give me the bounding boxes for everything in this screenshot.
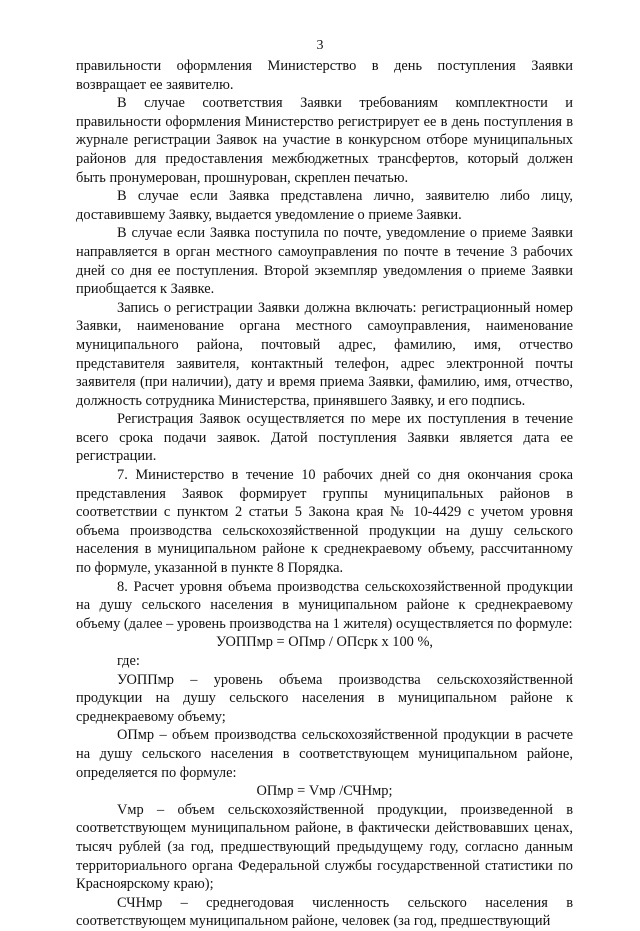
page-number: 3 [316, 38, 324, 53]
formula: ОПмр = Vмр /СЧНмр; [256, 783, 393, 800]
paragraph: где: [117, 653, 140, 669]
paragraph: В случае если Заявка представлена лично, заявителю либо лицу, доставившему Заявку, выдается уведомление о приеме Заявки. [76, 188, 573, 223]
formula: УОППмр = ОПмр / ОПсрк х 100 %, [215, 634, 434, 651]
paragraph: Запись о регистрации Заявки должна включать: регистрационный номер Заявки, наименование органа местного самоуправления, наименование муниципального района, почтовый адрес, фамилию, имя, отчество представителя заявителя, контактный телефон, адрес электронной почты заявителя (при наличии), дату и время приема Заявки, фамилию, имя, отчество, должность сотрудника Министерства, принявшего Заявку, и его подпись. [76, 299, 573, 409]
paragraph: СЧНмр – среднегодовая численность сельского населения в соответствующем муниципальном районе, человек (за год, предшествующий [76, 894, 573, 930]
paragraph: УОППмр – уровень объема производства сельскохозяйственной продукции на душу сельского населения в муниципальном районе к среднекраевому объему; [76, 671, 573, 725]
paragraph: 7. Министерство в течение 10 рабочих дней со дня окончания срока представления Заявок формирует группы муниципальных районов в соответствии с пунктом 2 статьи 5 Закона края № 10-4429 с учетом уровня объема производства сельскохозяйственной продукции на душу сельского населения в муниципальном районе к среднекраевому объему, рассчитанному по формуле, указанной в пункте 8 Порядка. [76, 467, 573, 577]
paragraph: В случае если Заявка поступила по почте, уведомление о приеме Заявки направляется в орган местного самоуправления по почте в течение 3 рабочих дней со дня ее поступления. Второй экземпляр уведомления о приеме Заявки приобщается к Заявке. [76, 225, 573, 298]
paragraph: правильности оформления Министерство в день поступления Заявки возвращает ее заявителю. [76, 58, 573, 93]
paragraph: Vмр – объем сельскохозяйственной продукции, произведенной в соответствующем муниципальном районе, в фактически действовавших ценах, тысяч рублей (за год, предшествующий предыдущему году, согласно данным территориального органа Федеральной службы государственной статистики по Красноярскому краю); [76, 801, 573, 893]
paragraph: 8. Расчет уровня объема производства сельскохозяйственной продукции на душу сельского населения в муниципальном районе к среднекраевому объему (далее – уровень производства на 1 жителя) осуществляется по формуле: [76, 578, 573, 632]
document-body [76, 57, 573, 931]
paragraph: Регистрация Заявок осуществляется по мере их поступления в течение всего срока подачи заявок. Датой поступления Заявки является дата ее регистрации. [76, 411, 573, 465]
paragraph: В случае соответствия Заявки требованиям комплектности и правильности оформления Министерство регистрирует ее в день поступления в журнале регистрации Заявок на участие в конкурсном отборе муниципальных районов для предоставления межбюджетных трансфертов, который должен быть пронумерован, прошнурован, скреплен печатью. [76, 95, 573, 186]
paragraph: ОПмр – объем производства сельскохозяйственной продукции в расчете на душу сельского населения в соответствующем муниципальном районе, определяется по формуле: [76, 727, 573, 781]
